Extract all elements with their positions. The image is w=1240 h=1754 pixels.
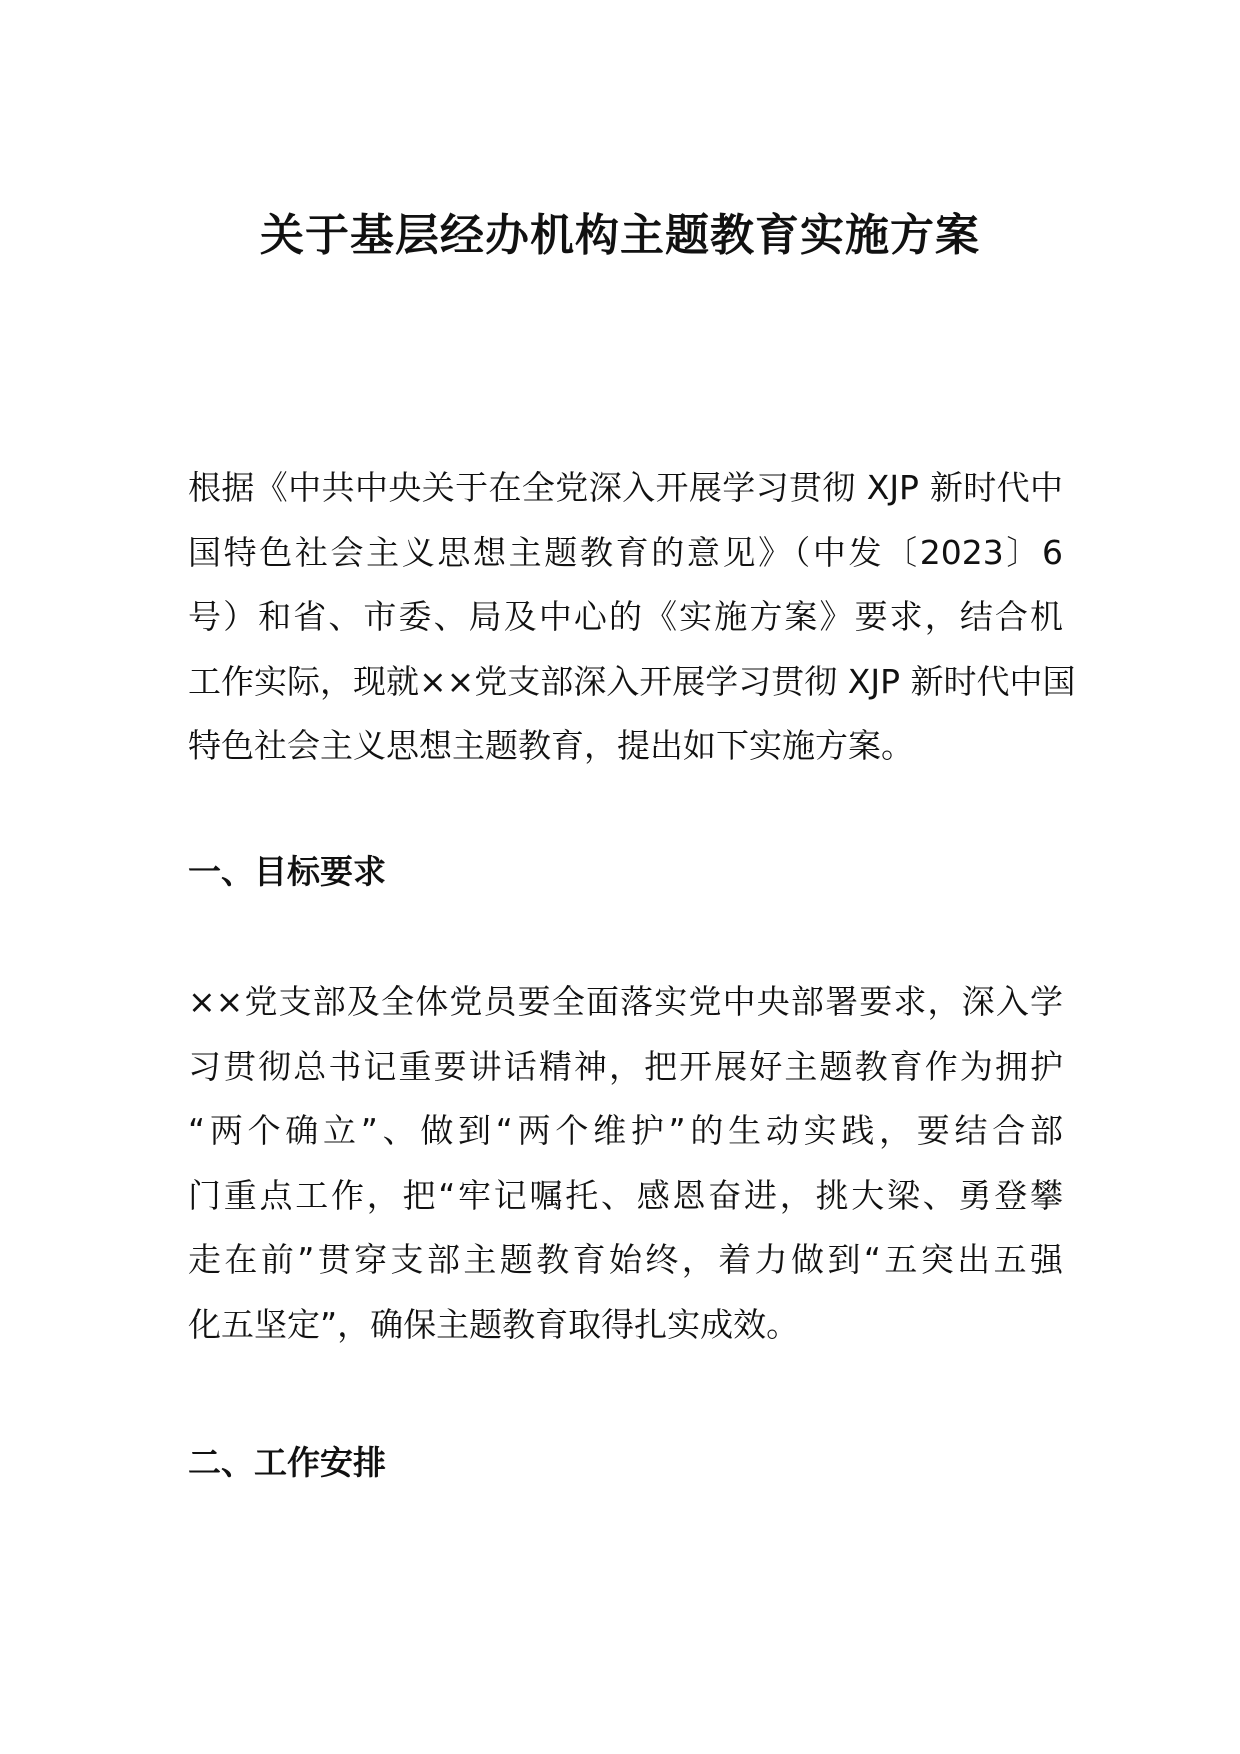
- paragraph-line: “两个确立”、做到“两个维护”的生动实践，要结合部: [188, 1111, 1063, 1150]
- intro-paragraph: [188, 456, 1076, 779]
- section-heading-arrangements: 二、工作安排: [188, 1443, 386, 1482]
- paragraph-line: ××党支部及全体党员要全面落实党中央部署要求，深入学: [188, 982, 1063, 1021]
- document-title: 关于基层经办机构主题教育实施方案: [260, 210, 980, 261]
- paragraph-line: 根据《中共中央关于在全党深入开展学习贯彻 XJP 新时代中: [188, 468, 1063, 507]
- paragraph-line: 工作实际，现就××党支部深入开展学习贯彻 XJP 新时代中国: [188, 661, 1076, 701]
- paragraph-line: 特色社会主义思想主题教育，提出如下实施方案。: [188, 726, 914, 765]
- paragraph-line: 走在前”贯穿支部主题教育始终，着力做到“五突出五强: [188, 1240, 1063, 1279]
- goals-paragraph: [188, 970, 1063, 1357]
- paragraph-line: 号）和省、市委、局及中心的《实施方案》要求，结合机: [188, 597, 1063, 636]
- paragraph-line: 习贯彻总书记重要讲话精神，把开展好主题教育作为拥护: [188, 1046, 1063, 1086]
- section-heading-goals: 一、目标要求: [188, 852, 386, 891]
- paragraph-line: 门重点工作，把“牢记嘱托、感恩奋进，挑大梁、勇登攀: [188, 1175, 1063, 1215]
- paragraph-line: 国特色社会主义思想主题教育的意见》（中发〔2023〕6: [188, 532, 1063, 572]
- paragraph-line: 化五坚定”，确保主题教育取得扎实成效。: [188, 1304, 800, 1344]
